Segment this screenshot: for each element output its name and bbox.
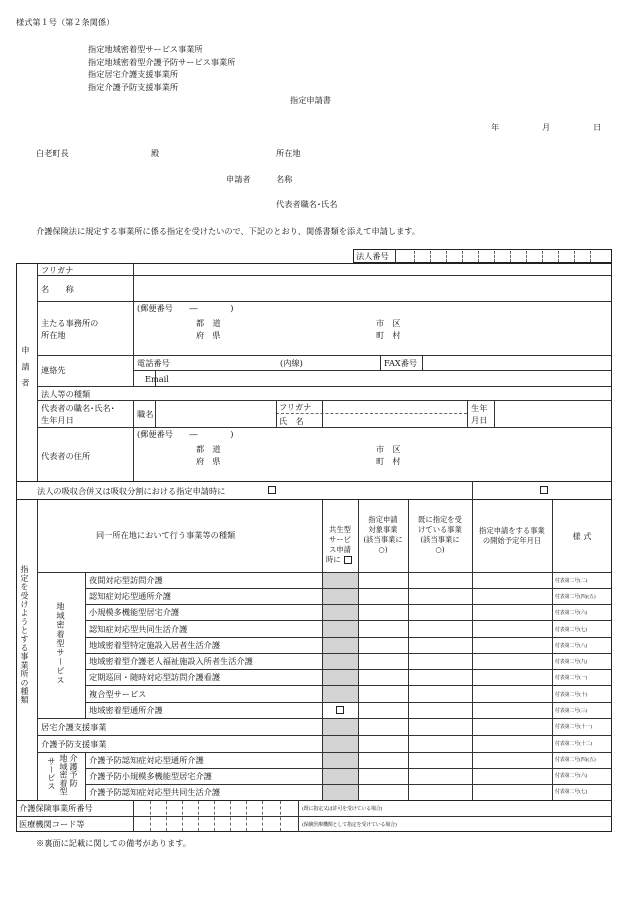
medical-code-note: (保険医療機関として指定を受けている場合) xyxy=(302,822,397,828)
todofu-label-2: 都 道 xyxy=(196,444,221,454)
form-number: 様式第１号（第２条関係） xyxy=(16,17,115,27)
merger-checkbox[interactable] xyxy=(540,486,548,494)
service-4-form: 付表第二号(七) xyxy=(555,627,588,633)
phone-label: 電話番号 xyxy=(137,358,170,368)
header-target-3: (該当事業に xyxy=(363,535,403,544)
email-label: Email xyxy=(145,374,169,384)
header-start-1: 指定申請をする事業 xyxy=(479,526,545,535)
service-8-form: 付表第二号(十) xyxy=(555,692,588,698)
extension-label: (内線) xyxy=(280,358,303,368)
service-9-form: 付表第二号(三) xyxy=(555,708,588,714)
birth-label-1: 生年 xyxy=(471,403,488,413)
header-target-1: 指定申請 xyxy=(368,515,398,524)
addressee-4: 指定介護予防支援事業所 xyxy=(88,82,179,92)
service-1-form: 付表第二号(二) xyxy=(555,578,588,584)
applicant-rep-label: 代表者職名･氏名 xyxy=(276,199,338,209)
date-year: 年 xyxy=(491,122,500,132)
insurance-number-label: 介護保険事業所番号 xyxy=(19,803,93,813)
birth-label-2: 月日 xyxy=(471,415,488,425)
header-already-3: (該当事業に xyxy=(420,535,460,544)
applicant-name-label: 名称 xyxy=(276,174,293,184)
honorific: 殿 xyxy=(151,148,160,158)
header-shared-4: 時に xyxy=(326,555,341,564)
prev-service-3: 介護予防認知症対応型共同生活介護 xyxy=(89,787,221,797)
home-support-form: 付表第二号(十一) xyxy=(555,724,593,730)
header-shared-1: 共生型 xyxy=(329,525,351,534)
header-shared-3: ス申請 xyxy=(329,545,351,554)
prev-service-2: 介護予防小規模多機能型居宅介護 xyxy=(89,771,212,781)
merger-text: 法人の吸収合併又は吸収分割における指定申請時に xyxy=(37,486,226,496)
contact-label: 連絡先 xyxy=(41,365,66,375)
shiku-label-2: 市 区 xyxy=(376,444,401,454)
prev-label-c: サービス xyxy=(47,757,57,790)
intro-text: 介護保険法に規定する事業所に係る指定を受けたいので、下記のとおり、関係書類を添えて申請します。 xyxy=(36,226,420,236)
title-label: 職名 xyxy=(137,409,154,419)
prev-service-2-form: 付表第二号(六) xyxy=(555,773,588,779)
header-already-2: けている事業 xyxy=(418,525,462,534)
header-already-4: ○) xyxy=(435,545,445,554)
machimura-label-2: 町 村 xyxy=(376,456,401,466)
prev-support: 介護予防支援事業 xyxy=(41,739,107,749)
todofu-label: 都 道 xyxy=(196,318,221,328)
mayor: 白老町長 xyxy=(36,148,69,158)
postal-code: (郵便番号 ― ) xyxy=(137,303,234,313)
service-6: 地域密着型介護老人福祉施設入所者生活介護 xyxy=(89,656,253,666)
service-2: 認知症対応型通所介護 xyxy=(89,591,171,601)
service-8: 複合型サービス xyxy=(89,689,147,699)
fax-label: FAX番号 xyxy=(384,358,418,368)
furigana-label-2: フリガナ xyxy=(279,402,312,412)
header-shared-2: サービ xyxy=(329,535,351,544)
service-5: 地域密着型特定施設入居者生活介護 xyxy=(89,640,221,650)
service-7: 定期巡回・随時対応型訪問介護看護 xyxy=(89,672,221,682)
prev-label-a: 介護予防 xyxy=(69,754,79,787)
rep-address-label: 代表者の住所 xyxy=(41,451,91,461)
merger-checkbox-inline[interactable] xyxy=(268,486,276,494)
service-9-shared-checkbox[interactable] xyxy=(336,706,344,714)
postal-code-2: (郵便番号 ― ) xyxy=(137,429,234,439)
service-5-form: 付表第二号(八) xyxy=(555,643,588,649)
date-month: 月 xyxy=(542,122,551,132)
prev-service-1: 介護予防認知症対応型通所介護 xyxy=(89,755,204,765)
name-label-2: 氏 名 xyxy=(279,416,304,426)
service-1: 夜間対応型訪問介護 xyxy=(89,575,163,585)
service-7-form: 付表第二号(一) xyxy=(555,675,588,681)
applicant-address-label: 所在地 xyxy=(276,148,301,158)
applicant-label: 申請者 xyxy=(226,174,251,184)
prev-service-3-form: 付表第二号(七) xyxy=(555,789,588,795)
header-kind: 同一所在地において行う事業等の種類 xyxy=(96,530,236,540)
service-3: 小規模多機能型居宅介護 xyxy=(89,607,180,617)
service-2-form: 付表第二号(四)(五) xyxy=(555,594,596,600)
page-title: 指定申請書 xyxy=(290,95,331,105)
applicant-table xyxy=(16,263,612,482)
header-already-1: 既に指定を受 xyxy=(418,515,462,524)
service-3-form: 付表第二号(六) xyxy=(555,610,588,616)
service-4: 認知症対応型共同生活介護 xyxy=(89,624,188,634)
addressee-3: 指定居宅介護支援事業所 xyxy=(88,69,179,79)
service-6-form: 付表第二号(九) xyxy=(555,659,588,665)
fuken-label: 府 県 xyxy=(196,330,221,340)
service-9: 地域密着型通所介護 xyxy=(89,705,163,715)
shared-checkbox[interactable] xyxy=(344,556,352,564)
shared-shade-1 xyxy=(323,573,358,703)
header-start-2: の開始予定年月日 xyxy=(482,536,542,545)
shared-shade-2 xyxy=(323,718,358,801)
applicant-side-label: 申請者 xyxy=(21,346,31,395)
office-label-1: 主たる事務所の xyxy=(41,318,99,328)
medical-code-label: 医療機関コード等 xyxy=(19,819,85,829)
furigana-label: フリガナ xyxy=(41,265,74,275)
header-form: 様 式 xyxy=(572,531,592,541)
corp-number-label: 法人番号 xyxy=(356,251,389,261)
addressee-1: 指定地域密着型サービス事業所 xyxy=(88,44,203,54)
footnote: ※裏面に記載に関しての備考があります。 xyxy=(36,838,191,848)
community-label: 地域密着型サービス xyxy=(56,602,66,685)
header-target-4: ○) xyxy=(378,545,388,554)
corp-type-label: 法人等の種類 xyxy=(41,389,91,399)
shiku-label: 市 区 xyxy=(376,318,401,328)
rep-label-1: 代表者の職名･氏名･ xyxy=(41,403,115,413)
prev-label-b: 地域密着型 xyxy=(59,754,69,795)
machimura-label: 町 村 xyxy=(376,330,401,340)
insurance-number-note: (既に指定又は許可を受けている場合) xyxy=(302,806,383,812)
office-label-2: 所在地 xyxy=(41,330,66,340)
header-target-2: 対象事業 xyxy=(368,525,398,534)
home-support: 居宅介護支援事業 xyxy=(41,722,107,732)
date-day: 日 xyxy=(593,122,602,132)
prev-support-form: 付表第二号(十二) xyxy=(555,741,593,747)
name-label: 名 称 xyxy=(41,284,74,294)
rep-label-2: 生年月日 xyxy=(41,415,74,425)
fuken-label-2: 府 県 xyxy=(196,456,221,466)
services-side-label: 指定を受けようとする事業所の種類 xyxy=(20,565,30,705)
addressee-2: 指定地域密着型介護予防サービス事業所 xyxy=(88,57,236,67)
prev-service-1-form: 付表第二号(四)(五) xyxy=(555,757,596,763)
